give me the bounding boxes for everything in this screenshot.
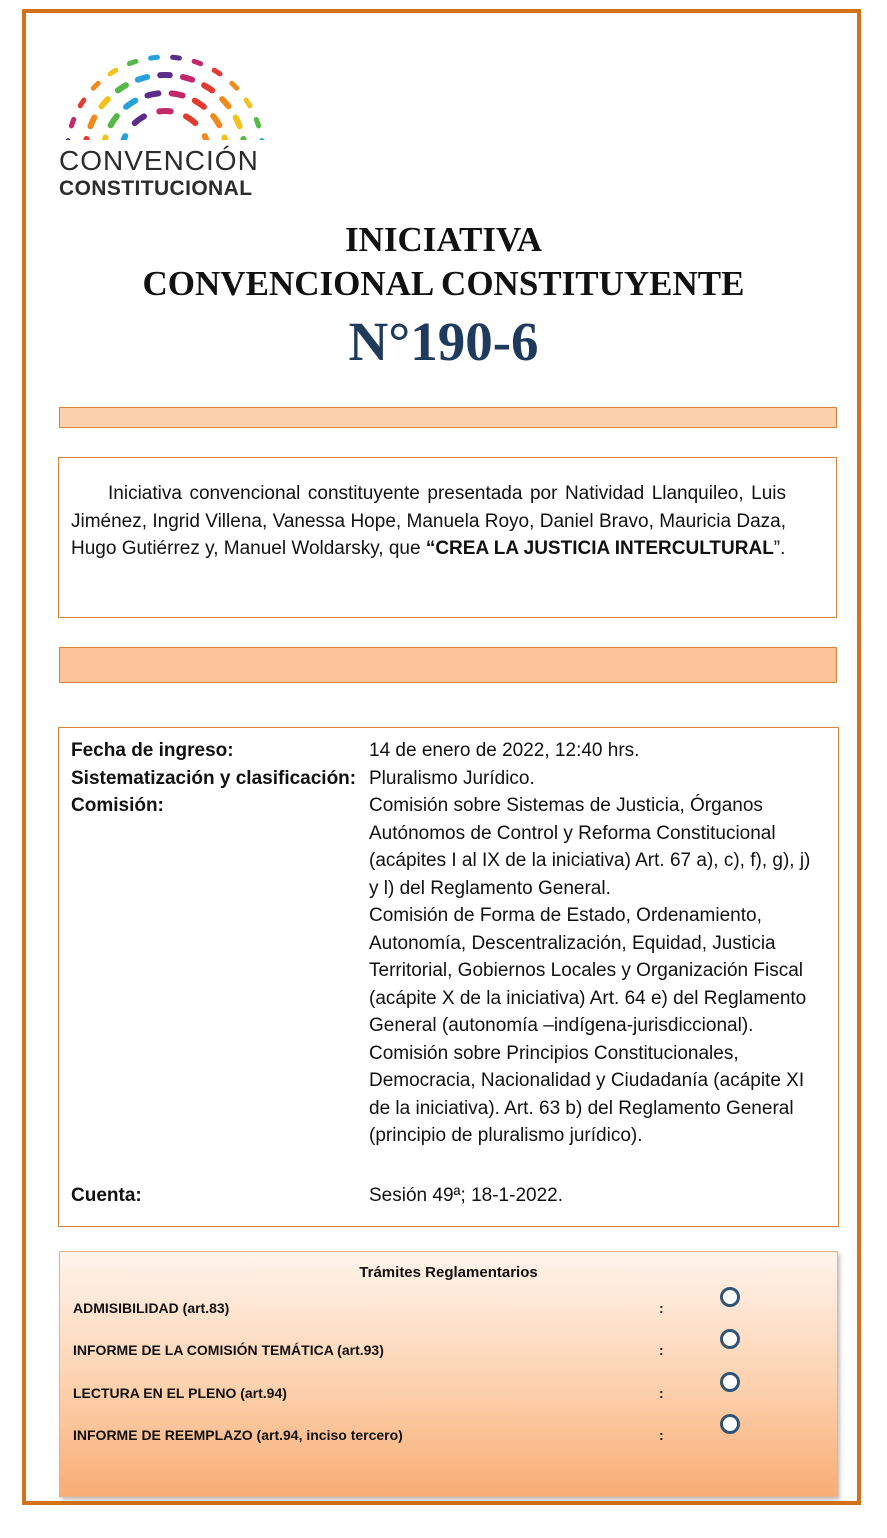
separator-bar (59, 647, 837, 683)
logo-arc-segment (172, 93, 183, 95)
logo-arc-segment (102, 99, 108, 106)
tramite-row (73, 1336, 823, 1366)
logo-arc-segment (183, 77, 192, 80)
logo-arc-segment (111, 116, 117, 125)
comision-value (369, 792, 824, 1150)
logo-arc-segment (236, 118, 240, 127)
logo-arc-segment (122, 136, 126, 140)
cuenta-label: Cuenta: (71, 1185, 142, 1206)
initiative-info-box (58, 727, 839, 1227)
comision-item: Comisión sobre Sistemas de Justicia, Órganos Autónomos de Control y Reforma Constitucional (acápites I al IX de la iniciativa) Art. 67 a), c), f), g), j) y l) del Reglamento General. (369, 795, 811, 899)
separator-bar (59, 407, 837, 428)
tramite-label: INFORME DE LA COMISIÓN TEMÁTICA (art.93) (73, 1342, 384, 1358)
tramite-radio[interactable] (720, 1329, 740, 1349)
comision-item: Comisión de Forma de Estado, Ordenamiento, Autonomía, Descentralización, Equidad, Justicia Territorial, Gobiernos Locales y Organización Fiscal (acápite X de la iniciativa) Art. 64 e) del Reglamento General (autonomía –indígena-jurisdiccional). (369, 905, 807, 1036)
tramites-panel (59, 1251, 838, 1497)
tramite-label: ADMISIBILIDAD (art.83) (73, 1300, 230, 1316)
logo-arc-segment (90, 118, 94, 127)
logo-arc-segment (194, 61, 201, 63)
logo-arc-segment (148, 93, 159, 95)
document-title-line1: INICIATIVA (344, 220, 543, 259)
comision-label: Comisión: (71, 795, 164, 816)
tramite-label: LECTURA EN EL PLENO (art.94) (73, 1385, 287, 1401)
logo-arc-segment (195, 101, 204, 107)
tramite-colon: : (659, 1342, 664, 1358)
tramite-radio[interactable] (720, 1414, 740, 1434)
tramite-row (73, 1421, 823, 1451)
logo-arc-segment (126, 101, 135, 107)
cuenta-value: Sesión 49ª; 18-1-2022. (369, 1185, 563, 1206)
logo-arc-segment (118, 85, 126, 90)
logo-arc-segment (71, 119, 73, 126)
initiative-number: N°190-6 (348, 311, 539, 372)
logo-arc-segment (80, 100, 84, 106)
logo-arc-segment (138, 77, 147, 80)
fecha-value: 14 de enero de 2022, 12:40 hrs. (369, 740, 640, 761)
logo-arc-segment (243, 139, 244, 140)
logo-line1: CONVENCIÓN (59, 145, 259, 176)
logo-arc-segment (186, 116, 195, 123)
sistematizacion-label: Sistematización y clasificación: (71, 767, 357, 789)
document-title-line2: CONVENCIONAL CONSTITUYENTE (142, 264, 745, 303)
logo-arc-segment (246, 100, 250, 106)
tramite-row (73, 1379, 823, 1409)
logo-arc-segment (110, 70, 116, 74)
tramite-radio[interactable] (720, 1287, 740, 1307)
logo-arc-segment (103, 138, 105, 141)
logo-arc-segment (214, 70, 220, 74)
logo-arc-segment (204, 85, 212, 90)
tramite-colon: : (659, 1385, 664, 1401)
logo-line2: CONSTITUCIONAL (59, 177, 253, 200)
tramite-label: INFORME DE REEMPLAZO (art.94, inciso tercero) (73, 1427, 403, 1443)
logo-arc-segment (85, 139, 86, 140)
description-paragraph: Iniciativa convencional constituyente presentada por Natividad Llanquileo, Luis Jiménez, Ingrid Villena, Vanessa Hope, Manuela Royo, Daniel Bravo, Mauricia Daza, Hugo Gutiérrez y, Manuel Woldarsky, que “CREA LA JUSTICIA INTERCULTURAL”. (71, 483, 786, 559)
logo-arc-segment (151, 57, 158, 58)
comision-item: Comisión sobre Principios Constitucionales, Democracia, Nacionalidad y Ciudadanía (acápite XI de la iniciativa). Art. 63 b) del Reglamento General (principio de pluralismo jurídico). (369, 1042, 805, 1146)
logo-arc-segment (232, 83, 237, 88)
initiative-description (58, 457, 837, 618)
fecha-label: Fecha de ingreso: (71, 740, 234, 761)
convencion-logo-icon (55, 50, 275, 140)
tramite-colon: : (659, 1300, 664, 1316)
logo-arc-segment (135, 116, 144, 123)
tramite-radio[interactable] (720, 1372, 740, 1392)
logo-arc-segment (222, 99, 228, 106)
logo-arc-segment (213, 116, 219, 125)
sistematizacion-value: Pluralismo Jurídico. (369, 767, 535, 789)
logo-wordmark (59, 147, 259, 199)
tramite-colon: : (659, 1427, 664, 1443)
logo-arc-segment (225, 138, 227, 141)
logo-arc-segment (93, 83, 98, 88)
logo-arc-segment (256, 119, 258, 126)
tramite-row (73, 1294, 823, 1324)
logo-arc-segment (129, 61, 136, 63)
logo-arc-segment (205, 136, 209, 140)
tramites-title: Trámites Reglamentarios (359, 1264, 538, 1281)
logo-arc-segment (173, 57, 180, 58)
